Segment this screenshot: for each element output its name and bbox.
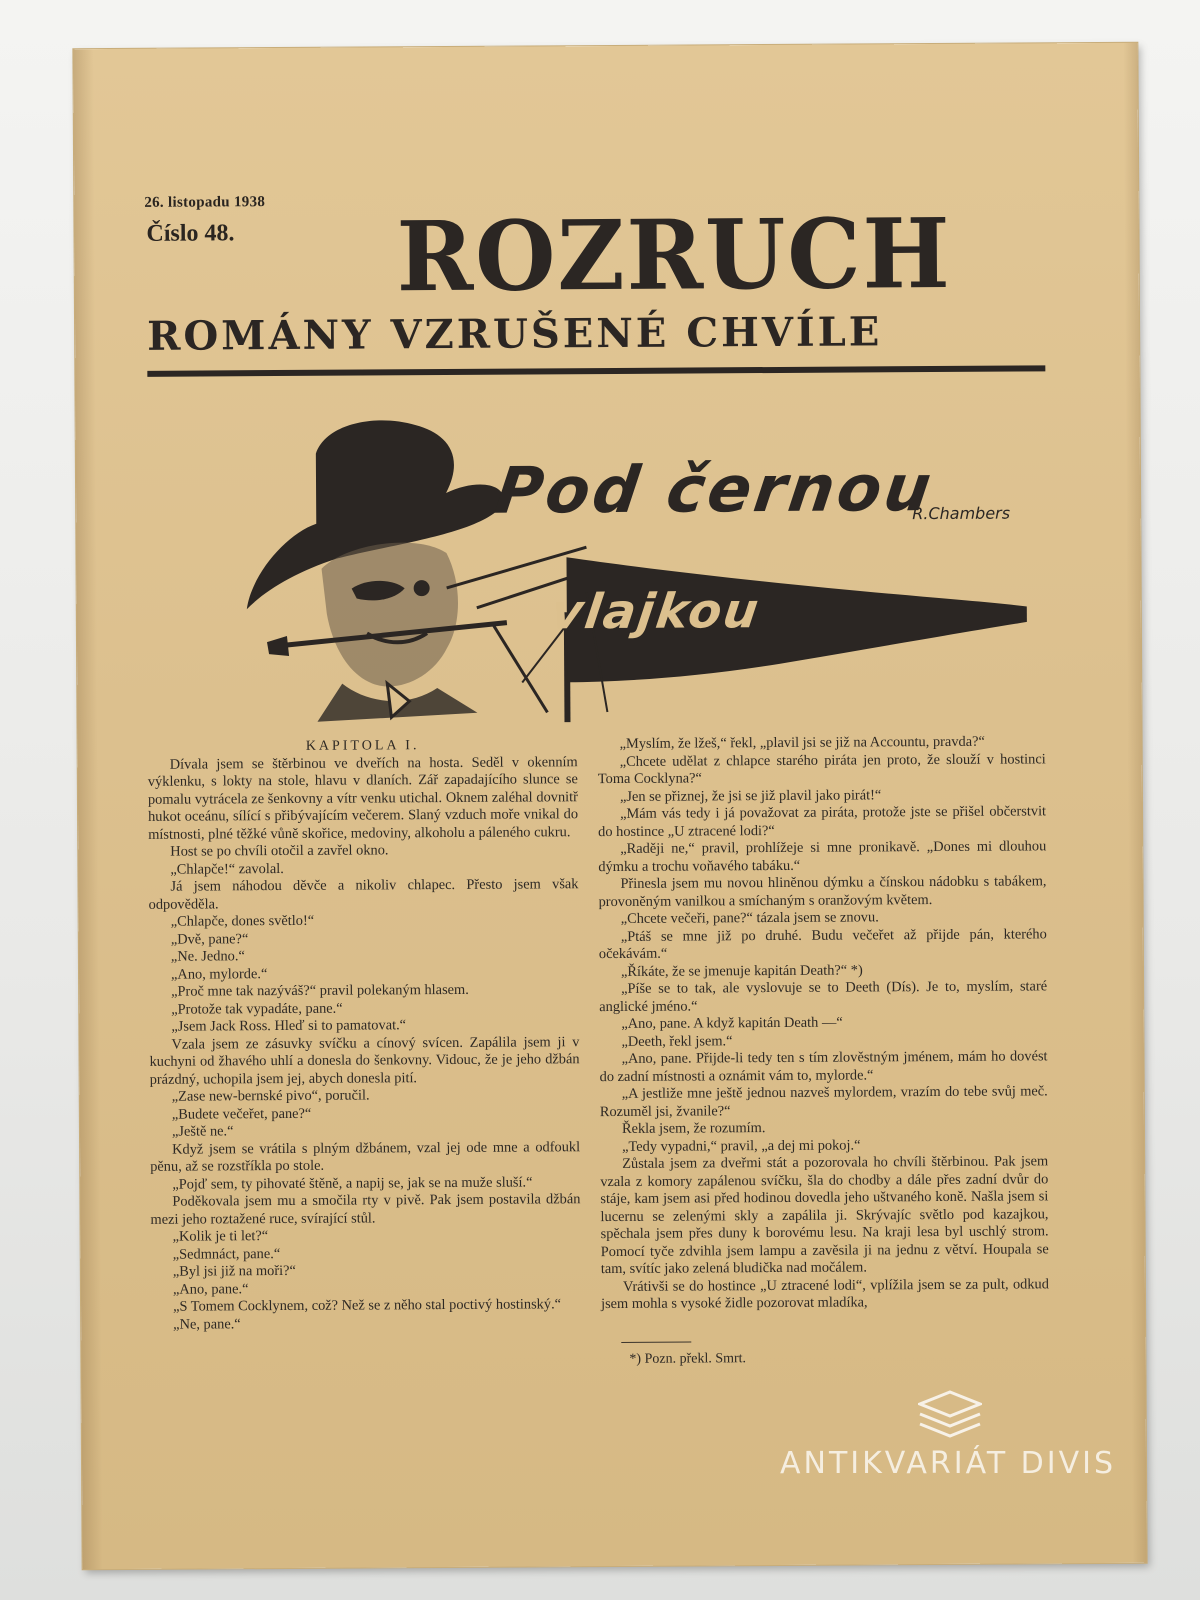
chapter-heading: KAPITOLA I. — [305, 738, 420, 754]
text-column-left — [148, 736, 582, 1334]
masthead-title: ROZRUCH — [396, 196, 952, 314]
paragraph: „Budete večeřet, pane?“ — [171, 1105, 312, 1123]
paragraph: Vrátivši se do hostince „U ztracené lodi“, vplížila jsem se za pult, odkud jsem mohla s vysoké židle pozorovat mladíka, — [600, 1275, 1049, 1313]
paragraph: „Byl jsi již na moři?“ — [172, 1262, 296, 1280]
paragraph: „Jsem Jack Ross. Hleď si to pamatovat.“ — [171, 1017, 407, 1035]
paragraph: „Ne, pane.“ — [173, 1315, 241, 1333]
pirate-illustration — [145, 379, 1027, 724]
masthead-subtitle: ROMÁNY VZRUŠENÉ CHVÍLE — [146, 308, 883, 360]
text-column-right — [598, 733, 1050, 1313]
paragraph: „Kolik je ti let?“ — [172, 1228, 269, 1245]
paragraph: „Chlapče, dones světlo!“ — [170, 912, 315, 930]
paragraph: „Protože tak vypadáte, pane.“ — [171, 1000, 343, 1018]
paragraph: „Jen se přiznej, že jsi se již plavil jako pirát!“ — [619, 786, 882, 805]
paragraph: Host se po chvíli otočil a zavřel okno. — [170, 842, 389, 860]
paragraph: „Ano, pane. Přijde-li tedy ten s tím zlověstným jménem, mám ho dovést do zadní místnosti a oznámit vám to, mylorde.“ — [599, 1048, 1048, 1085]
paragraph: „Dvě, pane?“ — [170, 930, 249, 948]
paragraph: Dívala jsem se štěrbinou ve dveřích na hosta. Seděl v okenním výklenku, s lokty na stole, hlavu v dlaních. Zář zapadajícího slunce se pomalu vytrácela ze šenkovny a vítr venku utichal. Oknem zaléhal dovnitř hukot oceánu, sílící s přibývajícím večerem. Slaný vzduch moře vnikal do místnosti, plné těžké vůně skořice, medoviny, alkoholu a páleného cukru. — [147, 753, 579, 843]
paragraph: „Mám vás tedy i já považovat za piráta, protože jste se přišel občerstvit do hostince „U ztracené lodi?“ — [598, 803, 1047, 840]
issue-number: Číslo 48. — [146, 220, 235, 247]
paragraph: Já jsem náhodou děvče a nikoliv chlapec. Přesto jsem však odpověděla. — [148, 876, 579, 913]
paragraph: „Ptáš se mne již po druhé. Budu večeřet až přijde pán, kterého očekávám.“ — [598, 925, 1047, 963]
masthead-rule — [147, 365, 1045, 376]
paragraph: Zůstala jsem za dveřmi stát a pozorovala ho chvíli štěrbinou. Pak jsem vzala z komory zapálenou svíčku, šla do chodby a dále přes zadní dvůr do stáje, kam jsem asi před hodinou dovedla jeho uštvaného koně. Našla jsem si lucernu se zelenými skly a zapálila ji. Skrývajíc světlo pod kazajkou, spěchala jsem přes duny k borovému lesu. Na kraji lesa byl uschlý strom. Pomocí tyče zdvihla jsem lampu a zavěsila ji na jednu z větví. Houpala se tam, svítíc jako zelená bludička nad močálem. — [600, 1153, 1049, 1278]
footnote-rule — [621, 1342, 691, 1343]
watermark-text: ANTIKVARIÁT DIVIS — [780, 1446, 1117, 1481]
paragraph: „Chlapče!“ zavolal. — [170, 860, 284, 878]
paragraph: „Zase new-bernské pivo“, poručil. — [171, 1087, 370, 1105]
paragraph: „Deeth, řekl jsem.“ — [621, 1032, 733, 1050]
paragraph: Přinesla jsem mu novou hliněnou dýmku a čínskou nádobku s tabákem, provoněným vanilkou a smíchaným s oranžovým květem. — [598, 873, 1047, 910]
paragraph: Řekla jsem, že rozumím. — [621, 1120, 766, 1137]
paragraph: Vzala jsem ze zásuvky svíčku a cínový svícen. Zapálila jsem ji v kuchyni od žhavého uhlí a donesla do šenkovny. Vidouc, že je jeho džbán prázdný, uchopila jsem jej, abych donesla pití. — [149, 1033, 580, 1088]
footnote: *) Pozn. překl. Smrt. — [629, 1351, 747, 1367]
paragraph: „Myslím, že lžeš,“ řekl, „plavil jsi se již na Accountu, pravda?“ — [619, 733, 985, 752]
paragraph: „Ne. Jedno.“ — [170, 948, 245, 965]
paragraph: „Píše se to tak, ale vyslovuje se to Deeth (Dís). Je to, myslím, staré anglické jméno.“ — [599, 978, 1048, 1015]
newspaper-page — [73, 43, 1146, 1569]
paragraph: „A jestliže mne ještě jednou nazveš mylordem, vrazím do tebe svůj meč. Rozuměl jsi, žvanile?“ — [599, 1083, 1048, 1120]
paragraph: „Ano, pane. A když kapitán Death —“ — [621, 1014, 843, 1032]
paragraph: „Pojď sem, ty pihovaté štěně, a napij se, jak se na muže sluší.“ — [172, 1173, 533, 1193]
paragraph: „S Tomem Cocklynem, což? Než se z něho stal poctivý hostinský.“ — [173, 1296, 562, 1315]
paragraph: „Tedy vypadni,“ pravil, „a dej mi pokoj.“ — [622, 1136, 861, 1155]
issue-date: 26. listopadu 1938 — [144, 194, 266, 211]
story-title-line-2: vlajkou — [548, 583, 764, 641]
paragraph: „Chcete večeři, pane?“ tázala jsem se znovu. — [620, 909, 879, 927]
paragraph: „Chcete udělat z chlapce starého piráta jen proto, že slouží v hostinci Toma Cocklyna?“ — [597, 750, 1046, 788]
paragraph: „Ano, pane.“ — [172, 1280, 249, 1298]
paragraph: „Ještě ne.“ — [171, 1123, 234, 1140]
paragraph: „Proč mne tak nazýváš?“ pravil polekaným hlasem. — [171, 981, 469, 1000]
paragraph: „Sedmnáct, pane.“ — [172, 1245, 281, 1263]
book-stack-icon — [918, 1390, 982, 1442]
paragraph: „Ano, mylorde.“ — [170, 965, 268, 983]
story-author: R.Chambers — [912, 503, 1011, 524]
story-title-line-1: Pod černou — [491, 451, 939, 529]
paragraph: Poděkovala jsem mu a smočila rty v pivě. Pak jsem postavila džbán mezi jeho roztažené ruce, svírající stůl. — [150, 1191, 581, 1228]
paragraph: „Říkáte, že se jmenuje kapitán Death?“ *) — [620, 961, 863, 980]
paragraph: „Raději ne,“ pravil, prohlížeje si mne pronikavě. „Dones mi dlouhou dýmku a trochu voňavého tabáku.“ — [598, 838, 1047, 875]
paragraph: Když jsem se vrátila s plným džbánem, vzal jej ode mne a odfoukl pěnu, až se rozstříkla po stole. — [150, 1138, 581, 1175]
